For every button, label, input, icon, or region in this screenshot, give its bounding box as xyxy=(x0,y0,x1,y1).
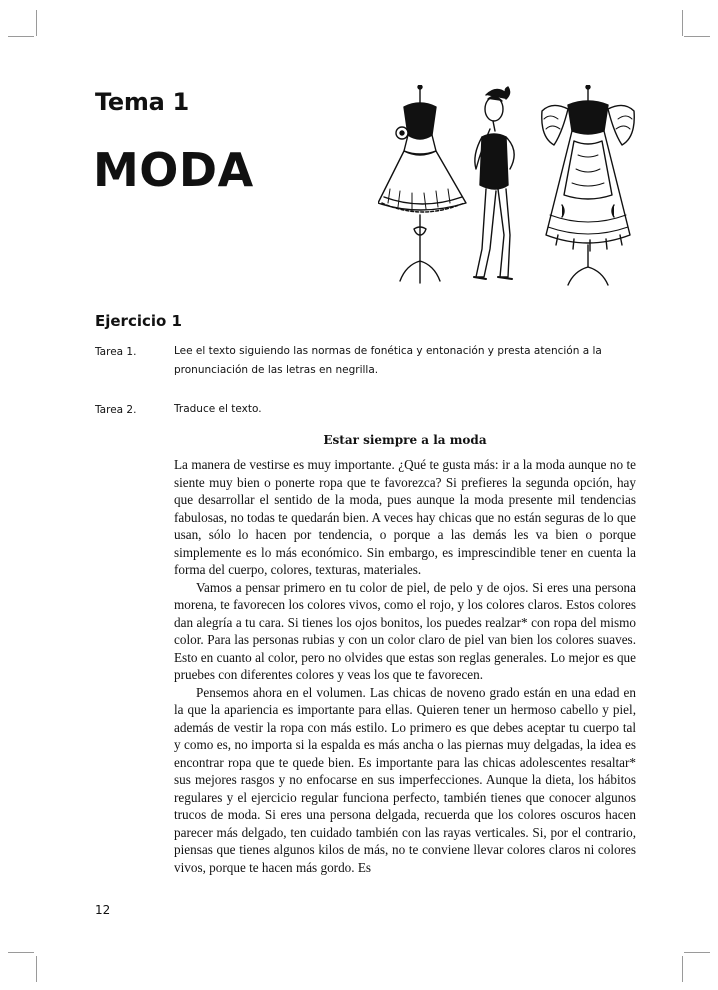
crop-mark xyxy=(682,956,683,982)
article-paragraph: Pensemos ahora en el volumen. Las chicas de noveno grado están en una edad en la que la apariencia es importante para ellas. Quieren tener un hermoso cabello y piel, además de vestir la ropa con más estilo. Lo primero es que debes aceptar tu cuerpo tal y como es, no importa si la espalda es más ancha o las piernas muy delgadas, la idea es encontrar ropa que te quede bien. Es importante para las chicas adolescentes resaltar* sus mejores rasgos y no enfocarse en sus imperfecciones. Aunque la dieta, los hábitos regulares y el ejercicio regular funciona perfecto, también tienes que conocer algunos trucos de moda. Si eres una persona delgada, recuerda que los colores oscuros hacen parecer más delgado, ten cuidado también con las rayas verticales. Si, por el contrario, piensas que tienes algunos kilos de más, no te conviene llevar colores claros ni colores vivos, porque te hacen más gordo. Es xyxy=(174,684,636,875)
crop-mark xyxy=(684,36,710,37)
crop-mark xyxy=(684,952,710,953)
page-title: MODA xyxy=(93,143,254,197)
unit-label: Tema 1 xyxy=(95,88,189,116)
task-label: Tarea 2. xyxy=(95,404,137,416)
page-number: 12 xyxy=(95,903,111,917)
crop-mark xyxy=(8,36,34,37)
crop-mark xyxy=(8,952,34,953)
exercise-title: Ejercicio 1 xyxy=(95,312,182,330)
task-text: Traduce el texto. xyxy=(174,403,262,415)
task-label: Tarea 1. xyxy=(95,346,137,358)
crop-mark xyxy=(36,10,37,36)
mannequin-right-icon xyxy=(542,85,635,285)
fashion-illustration-icon xyxy=(378,85,648,295)
mannequin-left-icon xyxy=(378,85,466,283)
article-body xyxy=(174,456,636,876)
crop-mark xyxy=(36,956,37,982)
article-title: Estar siempre a la moda xyxy=(323,433,487,447)
woman-figure-icon xyxy=(474,87,514,279)
crop-mark xyxy=(682,10,683,36)
article-paragraph: Vamos a pensar primero en tu color de piel, de pelo y de ojos. Si eres una persona morena, te favorecen los colores vivos, como el rojo, y los colores claros. Estos colores dan alegría a tu cara. Si tienes los ojos bonitos, los puedes realzar* con ropa del mismo color. Para las personas rubias y con un color claro de piel van bien los colores suaves. Esto en cuanto al color, pero no olvides que estas son reglas generales. Lo mejor es que pruebes con diferentes colores y veas los que te favorecen. xyxy=(174,579,636,682)
article-paragraph: La manera de vestirse es muy importante. ¿Qué te gusta más: ir a la moda aunque no te siente muy bien o ponerte ropa que te favorezca? Si prefieres la segunda opción, hay que desarrollar el sentido de la moda, pues aunque la moda presente mil tendencias fabulosas, no todas te quedarán bien. A veces hay chicas que no están seguras de lo que usan, sólo lo hacen por tendencia, o porque a las demás les va bien o porque simplemente es lo más económico. Sin embargo, es imprescindible tener en cuenta la forma del cuerpo, colores, texturas, materiales. xyxy=(174,457,636,577)
task-text: Lee el texto siguiendo las normas de fonética y entonación y presta atención a la pronunciación de las letras en negrilla. xyxy=(174,345,602,376)
